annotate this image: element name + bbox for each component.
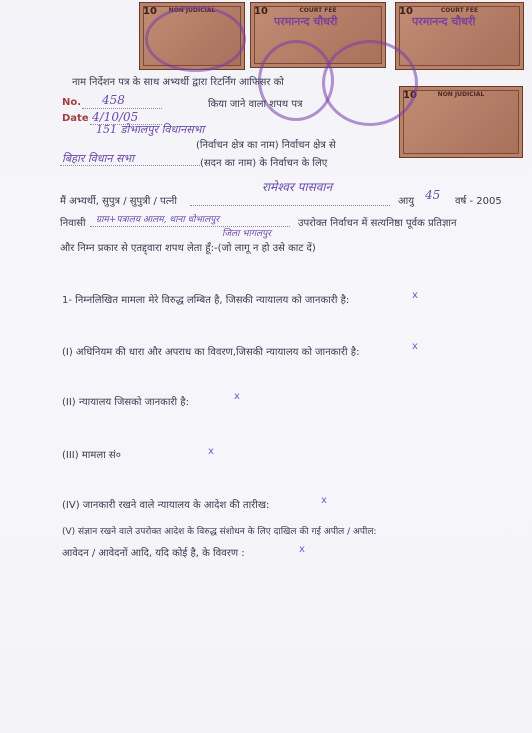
item-5: (IV) जानकारी रखने वाले न्यायालय के आदेश की तारीख:	[62, 500, 270, 511]
court-fee-stamp-4: 10 NON JUDICIAL	[399, 86, 523, 158]
serial-line	[82, 108, 162, 109]
header-line-2: किया जाने वाला शपथ पत्र	[208, 99, 303, 110]
item-1-mark: x	[412, 290, 418, 301]
deponent-name: रामेश्वर पासवान	[262, 180, 333, 194]
item-6-line-1: (V) संज्ञान रखने वाले उपरोक्त आदेश के विरुद्ध संशोधन के लिए दाखिल की गई अपील / अपील:	[62, 527, 377, 537]
header-line-1: नाम निर्देशन पत्र के साथ अभ्यर्थी द्वारा रिटर्निंग आफिसर को	[72, 77, 284, 88]
item-2: (I) अधिनियम की धारा और अपराध का विवरण,जिसकी न्यायालय को जानकारी है:	[62, 347, 360, 358]
item-4: (III) मामला सं०	[62, 450, 121, 461]
residence-value: ग्राम+पत्रालय आलम, थाना धोभालपुर	[96, 215, 220, 225]
seal-name-2: परमानन्द चौधरी	[412, 15, 476, 28]
court-fee-stamp-2: 10 COURT FEE	[250, 2, 386, 68]
court-fee-stamp-3: 10 COURT FEE	[395, 2, 524, 70]
court-fee-stamp-1: 10 NON JUDICIAL	[139, 2, 245, 70]
residence-suffix: उपरोक्त निर्वाचन में सत्यनिष्ठा पूर्वक प्रतिज्ञान	[298, 218, 457, 229]
seal-name-1: परमानन्द चौधरी	[274, 15, 338, 28]
item-3-mark: x	[234, 391, 240, 402]
item-2-mark: x	[412, 341, 418, 352]
date-label: Date	[62, 113, 89, 124]
age-label: आयु	[398, 196, 415, 207]
house-suffix: (सदन का नाम) के निर्वाचन के लिए	[200, 158, 328, 169]
constituency-suffix: (निर्वाचन क्षेत्र का नाम) निर्वाचन क्षेत्र से	[196, 140, 336, 151]
item-5-mark: x	[321, 495, 327, 506]
item-4-mark: x	[208, 446, 214, 457]
house-line	[60, 165, 200, 166]
age-value: 45	[425, 188, 441, 202]
item-1: 1- निम्नलिखित मामला मेरे विरुद्ध लम्बित है, जिसकी न्यायालय को जानकारी है:	[62, 295, 350, 306]
district-value: जिला भागलपुर	[222, 229, 271, 239]
constituency-name: 151 डोभालपुर विधानसभा	[96, 123, 205, 136]
vendor-seal-2	[322, 40, 418, 126]
deponent-name-line	[190, 205, 390, 206]
year-label: वर्ष - 2005	[455, 196, 502, 207]
date-value: 4/10/05	[92, 110, 139, 124]
oath-line: और निम्न प्रकार से एतद्द्वारा शपथ लेता हूँ:-(जो लागू न हो उसे काट दें)	[60, 243, 316, 254]
serial-number: 458	[102, 93, 125, 107]
vendor-seal-1	[145, 6, 246, 72]
item-6-mark: x	[299, 544, 305, 555]
deponent-prefix: मैं अभ्यर्थी, सुपुत्र / सुपुत्री / पत्नी	[60, 196, 177, 207]
residence-label: निवासी	[60, 218, 86, 229]
item-3: (II) न्यायालय जिसको जानकारी है:	[62, 397, 189, 408]
house-name: बिहार विधान सभा	[62, 152, 135, 165]
item-6-line-2: आवेदन / आवेदनों आदि, यदि कोई है, के विवरण :	[62, 548, 245, 559]
serial-label: No.	[62, 97, 82, 108]
